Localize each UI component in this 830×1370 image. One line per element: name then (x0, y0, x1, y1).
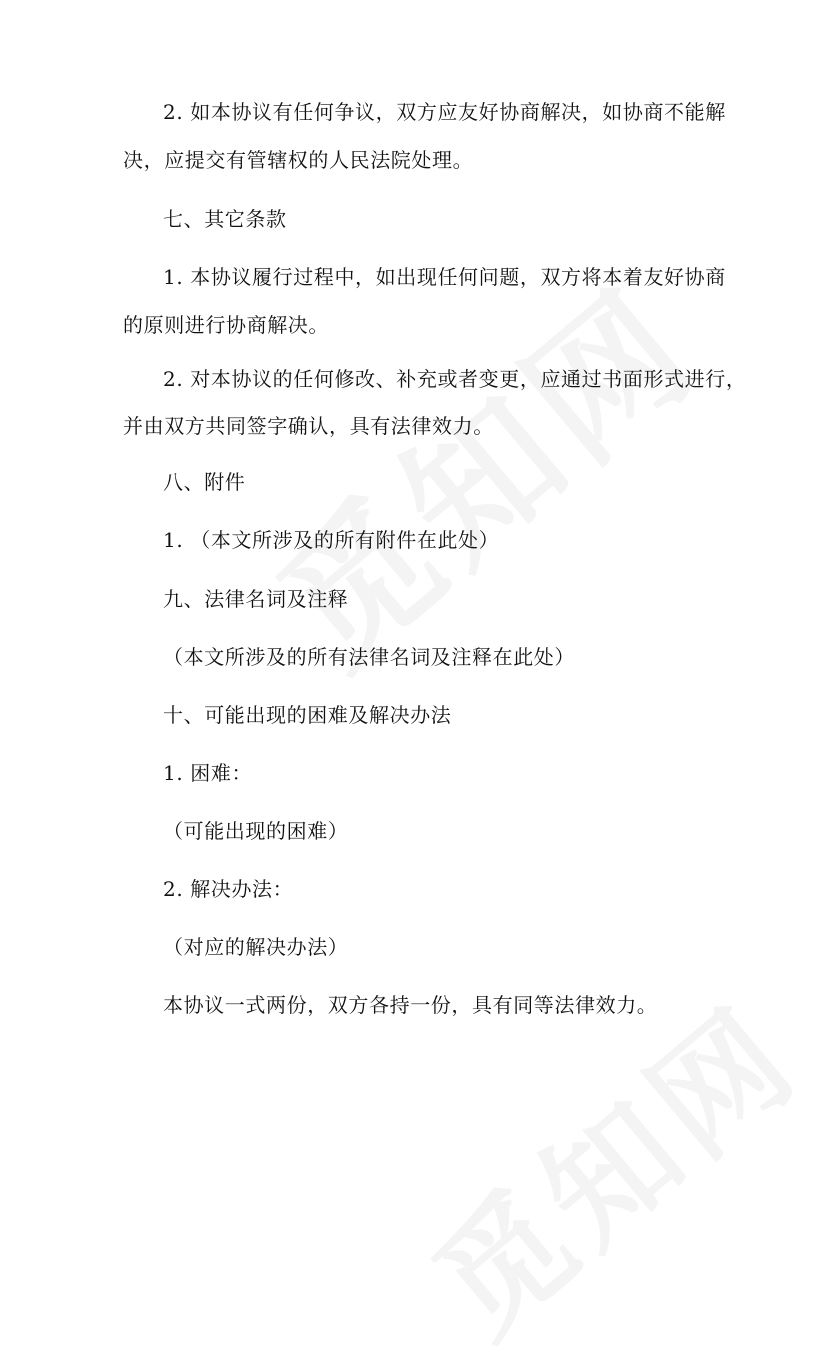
attachment-item-1: 1. （本文所涉及的所有附件在此处） (163, 528, 500, 552)
watermark (227, 231, 734, 705)
clause-6-item-2-line-1: 2. 如本协议有任何争议，双方应友好协商解决，如协商不能解 (163, 100, 726, 124)
solution-label: 2. 解决办法： (163, 877, 294, 901)
clause-6-item-2-line-2: 决，应提交有管辖权的人民法院处理。 (123, 148, 474, 172)
closing-statement: 本协议一式两份，双方各持一份，具有同等法律效力。 (163, 993, 658, 1017)
solution-placeholder: （对应的解决办法） (163, 935, 349, 959)
difficulty-placeholder: （可能出现的困难） (163, 819, 349, 843)
legal-terms-placeholder: （本文所涉及的所有法律名词及注释在此处） (163, 645, 575, 669)
difficulty-label: 1. 困难： (163, 761, 253, 785)
section-heading-7: 七、其它条款 (163, 207, 287, 231)
section-heading-10: 十、可能出现的困难及解决办法 (163, 703, 452, 727)
clause-7-item-2-line-1: 2. 对本协议的任何修改、补充或者变更，应通过书面形式进行， (163, 367, 747, 391)
section-heading-8: 八、附件 (163, 470, 246, 494)
section-heading-9: 九、法律名词及注释 (163, 587, 349, 611)
clause-7-item-2-line-2: 并由双方共同签字确认，具有法律效力。 (123, 414, 494, 438)
clause-7-item-1-line-2: 的原则进行协商解决。 (123, 313, 329, 337)
clause-7-item-1-line-1: 1. 本协议履行过程中，如出现任何问题，双方将本着友好协商 (163, 265, 726, 289)
